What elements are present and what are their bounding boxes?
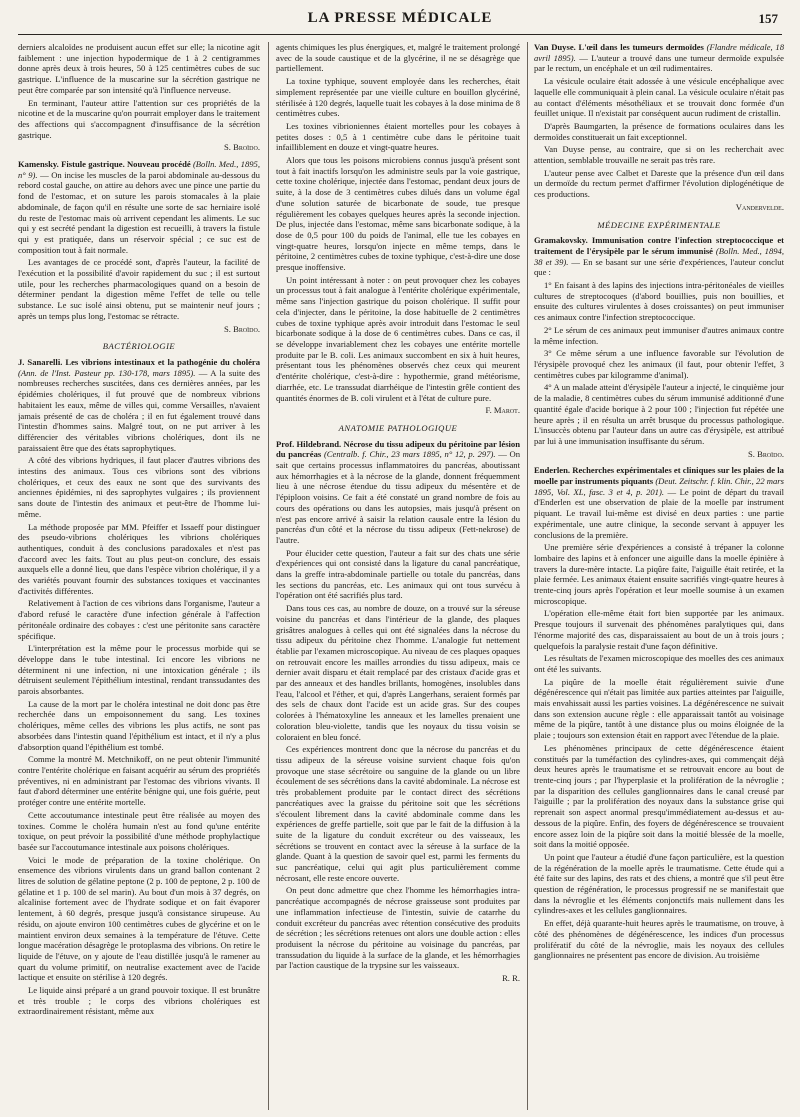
article-author: Kamensky. bbox=[18, 159, 59, 170]
paragraph: 3° Ce même sérum a une influence favorable sur l'évolution de l'érysipèle provoqué chez les animaux (il faut, pour obtenir l'effet, 3 centimètres cubes par kilogramme d'animal). bbox=[534, 348, 784, 380]
article-title: Recherches expérimentales et cliniques sur les plaies de la moelle par instruments piquants bbox=[534, 465, 784, 487]
article-reference: (Deut. Zeitschr. f. klin. Chir., 22 mars 1895, Vol. XL, fasc. 3 et 4, p. 201). bbox=[534, 476, 784, 497]
signature: F. Marot. bbox=[485, 405, 520, 416]
paragraph: En effet, déjà quarante-huit heures après le traumatisme, on trouve, à côté des phénomènes de dégénérescence, les indices d'un processus prolifératif du côté de la névroglie, mais les noyaux des cellules ganglionnaires ne présentent pas encore de division. Au troisième bbox=[534, 918, 784, 961]
article-enderlen bbox=[534, 465, 784, 540]
paragraph: agents chimiques les plus énergiques, et, malgré le traitement prolongé avec de la soude caustique et de la glycérine, il ne se désagrège que partiellement. bbox=[276, 42, 520, 74]
article-reference: (Bolln. Med., 1894, 38 et 39). bbox=[534, 245, 784, 267]
article-author: Van Duyse. bbox=[534, 42, 576, 52]
paragraph: Une première série d'expériences a consisté à trépaner la colonne lombaire des lapins et à enfoncer une aiguille dans la moelle épinière à travers la dure-mère intacte. La piqûre faite, l'aiguille était retirée, et la plaie fermée. Les animaux étaient ensuite sacrifiés vingt-quatre heures à trente-cinq jours après l'opération et leur moelle soumise à un examen microscopique. bbox=[534, 542, 784, 606]
paragraph: Les toxines vibrioniennes étaient mortelles pour les cobayes à petites doses : 0,5 à 1 centimètre cube dans le péritoine tuait infailliblement en douze et vingt-quatre heures. bbox=[276, 120, 520, 153]
paragraph: derniers alcaloïdes ne produisent aucun effet sur elle; la nicotine agit faiblement : une injection hypodermique de 1 à 2 centigrammes donne après deux à trois heures, 50 à 125 centimètres cubes de suc gastrique. L'influence de la muscarine sur la sécrétion gastrique ne peut être comparée par son intensité qu'à l'influence nerveuse. bbox=[18, 42, 260, 95]
section-heading: BACTÉRIOLOGIE bbox=[102, 341, 176, 352]
paragraph: La toxine typhique, souvent employée dans les recherches, était simplement représentée par une vieille culture en bouillon glycériné, stérilisée à 120 degrés, laquelle tuait les cobayes à la dose minima de 8 centimètres cubes. bbox=[276, 76, 520, 119]
paragraph: L'auteur pense avec Calbet et Dareste que la présence d'un œil dans un dermoïde du rectum permet d'affirmer l'évolution diplogénétique de ces productions. bbox=[534, 167, 784, 200]
article-van-duyse bbox=[534, 42, 784, 74]
paragraph: La cause de la mort par le choléra intestinal ne doit donc pas être recherchée dans un empoisonnement du sang. Les toxines cholériques, même celles des vibrions les plus actifs, ne sont pas absorbées dans l'intestin quand l'épithélium est intact, et il n'y a plus d'absorption quand l'épithélium est tombé. bbox=[18, 698, 260, 752]
paragraph: Relativement à l'action de ces vibrions dans l'organisme, l'auteur a d'abord refusé le caractère d'une infection générale à l'affection péritonéale ordinaire des cobayes : c'est une péritonite sans caractère spécifique. bbox=[18, 598, 260, 641]
paragraph: Cette accoutumance intestinale peut être réalisée au moyen des toxines. Comme le choléra humain n'est au fond qu'une entérite toxique, on peut prévoir la possibilité d'une méthode prophylactique basée sur l'accoutumance intestinale aux poisons cholériques. bbox=[18, 809, 260, 852]
paragraph: Les phénomènes principaux de cette dégénérescence étaient constitués par la tuméfaction des cylindres-axes, qui commençait déjà deux heures après le traumatisme et se retrouvait encore au bout de trente-cinq jours ; par l'hyperplasie et la prolifération de la névroglie ; par la disparition des cellules ganglionnaires dans le canal creusé par l'aiguille ; par la prolifération des noyaux dans la substance grise qui reprenait son aspect anormal presqu'immédiatement au-dessus et au-dessous de la piqûre. Enfin, des foyers de dégénérescence se trouvaient encore assez loin de la piqûre soit dans la moitié blessée de la moelle, soit dans la moitié opposée. bbox=[534, 742, 784, 850]
article-kamensky bbox=[18, 159, 260, 255]
article-author: Gramakovsky. bbox=[534, 235, 588, 246]
paragraph: Un point que l'auteur a étudié d'une façon particulière, est la question de la régénération de la moelle après le traumatisme. Cette étude qui a été faite sur des lapins, des rats et des chiens, a montré que s'il peut être question de régénération, le processus progressif ne se manifestait que dans la névroglie et les éléments conjonctifs mais nullement dans les cylindres-axes et les cellules ganglionnaires. bbox=[534, 851, 784, 916]
paragraph: Van Duyse pense, au contraire, que si on les recherchait avec attention, semblable trouvaille ne serait pas très rare. bbox=[534, 144, 784, 166]
paragraph: La vésicule oculaire était adossée à une vésicule encéphalique avec laquelle elle communiquait à plein canal. La vésicule oculaire n'était pas au contact d'éléments mésothéliaux et se trouvait donc formée d'un feuillet unique. Il n'existait par conséquent aucun rudiment de cristallin. bbox=[534, 76, 784, 119]
article-title: Immunisation contre l'infection streptococcique et traitement de l'érysipèle par le sérum immunisé bbox=[534, 235, 784, 256]
paragraph: 2° Le sérum de ces animaux peut immuniser d'autres animaux contre la même infection. bbox=[534, 324, 784, 346]
journal-title: LA PRESSE MÉDICALE bbox=[307, 10, 493, 26]
signature: S. Broïdo. bbox=[224, 142, 260, 153]
column-rule-2 bbox=[527, 42, 528, 1110]
paragraph: Comme la montré M. Metchnikoff, on ne peut obtenir l'immunité contre l'entérite cholérique en faisant acquérir au sérum des propriétés préventives, ni en administrant par l'estomac des vibrions vivants. Il faut d'abord déterminer une entérite bénigne qui, une fois guérie, peut protéger contre une entérite mortelle. bbox=[18, 754, 260, 808]
page-header bbox=[18, 10, 782, 35]
article-reference: (Ann. de l'Inst. Pasteur pp. 130-178, mars 1895). bbox=[18, 367, 196, 378]
article-text: — On incise les muscles de la paroi abdominale au-dessous du rebord costal gauche, on attire au dehors avec une pince une partie du fond de l'estomac, et on suture les parois stomacales à la plaie abdominale, de façon qu'il en résulte une sorte de sac herniaire isolé du reste de l'estomac mais où arrivent cependant les aliments. Le suc qui y est secrété pendant la digestion est recueilli, à travers la fistule qui y est pratiquée, dans un réservoir spécial ; ce suc est de composition tout à fait normale. bbox=[18, 169, 260, 255]
paragraph: Ces expériences montrent donc que la nécrose du pancréas et du tissu adipeux de la séreuse voisine survient chaque fois qu'on provoque une stase sécrétoire ou sanguine de la glande ou un libre écoulement de ses sécrétions dans la cavité abdominale. La nécrose est très probablement produite par le contact direct des sécrétions pancréatiques avec la graisse du péritoine soit que les sécrétions s'écoulent librement dans la cavité abdominale comme dans les expériences de greffe partielle, soit que par le fait de la diffusion à la suite de la ligature du conduit excréteur ou des vaisseaux, les sécrétions se trouvent en contact avec la séreuse à la surface de la glande. Quant à la question de savoir quel est, parmi les ferments du suc pancréatique, celui qui agit plus particulièrement comme nécrosant, elle reste encore ouverte. bbox=[276, 744, 520, 883]
section-heading: MÉDECINE EXPÉRIMENTALE bbox=[597, 219, 721, 230]
article-title: Fistule gastrique. Nouveau procédé bbox=[61, 159, 191, 170]
paragraph: 4° A un malade atteint d'érysipèle l'auteur a injecté, le cinquième jour de la maladie, 8 centimètres cubes du sérum immunisé additionné d'une quantité égale d'acide borique à 2 pour 100 ; l'injection fut répétée une heure après ; il en résulta un arrêt brusque du processus pathologique. L'insuccès obtenu par l'auteur dans un autre cas d'érysipèle, est attribué par lui à une immunisation insuffisante du sérum. bbox=[534, 382, 784, 446]
column-rule-1 bbox=[268, 42, 269, 1110]
article-reference: (Flandre médicale, 18 avril 1895). bbox=[534, 42, 784, 63]
paragraph: Les résultats de l'examen microscopique des moelles des ces animaux ont été les suivants. bbox=[534, 653, 784, 674]
paragraph: Un point intéressant à noter : on peut provoquer chez les cobayes un processus tout à fait analogue à l'entérite cholérique expérimentale, même sans l'injection gastrique du poison cholérique. Il suffit pour cela d'injecter, dans le péritoine, la dose habituelle de 2 centimètres cubes de toxine typhique après avoir introduit dans l'estomac le seul bicarbonate sodique à la dose de 6 centimètres cubes. Dans ce cas, il se développe invariablement chez les cobayes une entérite mortelle produite par le B. coli. Les animaux succombent en six à huit heures, présentant tous les phénomènes observés chez ceux qui meurent d'entérite cholérique, c'est-à-dire : hypothermie, grand météorisme, diarrhée, etc. Le transsudat diarrhéique de l'intestin grêle contient des quantités énormes de B. coli virulent et à l'état de culture pure. bbox=[276, 274, 520, 403]
paragraph: L'opération elle-même était fort bien supportée par les animaux. Presque toujours il survenait des phénomènes paralytiques qui, dans l'énorme majorité des cas, disparaissaient au bout de un à trois jours ; quelquefois la paralysie restait d'une façon définitive. bbox=[534, 608, 784, 651]
article-text: — L'auteur a trouvé dans une tumeur dermoïde expulsée par le rectum, un encéphale et un œil rudimentaires. bbox=[534, 52, 784, 74]
paragraph: Pour élucider cette question, l'auteur a fait sur des chats une série d'expériences qui ont consisté dans la ligature du canal pancréatique, dans la greffe intra-abdominale partielle ou totale du pancréas, dans les sections du pancréas, etc. Les animaux qui ont tous survécu à l'opération ont été sacrifiés plus tard. bbox=[276, 547, 520, 601]
paragraph: Dans tous ces cas, au nombre de douze, on a trouvé sur la séreuse voisine du pancréas et dans l'intérieur de la glande, des plaques grisâtres analogues à celles qui ont été signalées dans la nécrose du tissu adipeux du péritoine chez l'homme. L'analogie fut nettement établie par l'examen microscopique. Au niveau de ces plaques opaques on retrouvait encore les mailles arrondies du tissu adipeux, mais ce dernier avait disparu et était remplacé par des cristaux d'acide gras et par des anneaux et des handles brillants, homogènes, insolubles dans l'eau, l'alcool et l'éther, et qui, d'après Langerhans, seraient formés par des sels de chaux dont l'acide est un acide gras. Sur des coupes colorées à l'hématoxyline les anneaux et les lamelles prenaient une coloration bleu-violette, tandis que les noyaux du tissu voisin se coloraient en bleu foncé. bbox=[276, 603, 520, 742]
column-1 bbox=[18, 42, 260, 1110]
article-reference: (Centralb. f. Chir., 23 mars 1895, n° 12, p. 297). bbox=[323, 449, 496, 460]
column-3 bbox=[534, 42, 784, 1110]
signature: S. Broïdo. bbox=[224, 323, 260, 334]
article-author: Prof. Hildebrand. bbox=[276, 438, 342, 449]
article-title: Nécrose du tissu adipeux du péritoine par lésion du pancréas bbox=[276, 438, 520, 460]
paragraph: Le liquide ainsi préparé a un grand pouvoir toxique. Il est brunâtre et très trouble ; le corps des vibrions cholériques est extraordinairement résistant, même aux bbox=[18, 985, 260, 1017]
column-2 bbox=[276, 42, 520, 1110]
article-text: — A la suite des nombreuses recherches suscitées, dans ces dernières années, par les épidémies cholériques, il fut prouvé que de nombreux vibrions habitaient les eaux, même de villes qui, comme Versailles, n'avaient jamais présenté de cas de choléra ; il en fut également trouvé dans l'intestin d'hommes sains. Malgré tout, on ne put arriver à les différencier des véritables vibrions cholériques, dont ils ne paraissaient être que des états saprophytiques. bbox=[18, 367, 260, 453]
article-text: — On sait que certains processus inflammatoires du pancréas, aboutissant aux hémorrhagies et à la nécrose de la glande, donnent fréquemment lieu à une nécrose étendue du tissu adipeux du mésentère et de l'épiploon voisins. Ce fait a été constaté un grand nombre de fois au cours des opérations ou dans les autopsies, mais jusqu'à présent on n'est pas encore arrivé à saisir la relation causale entre la lésion du pancréas d'un côté et la nécrose du tissu adipeux (Fett-nekrose) de l'autre. bbox=[276, 449, 520, 545]
section-heading: ANATOMIE PATHOLOGIQUE bbox=[338, 422, 458, 433]
paragraph: Alors que tous les poisons microbiens connus jusqu'à présent sont tout à fait inactifs lorsqu'on les administre seuls par la voie gastrique, cette toxine cholérique, injectée dans l'estomac, pendant deux jours de suite, à la dose de 3 centimètres cubes dilués dans un volume égal d'une solution saturée de bicarbonate de soude, tue presque régulièrement les cobayes quelques heures après la seconde injection. De plus, injectée dans l'estomac, même sans bicarbonate sodique, à la dose de 0,5 pour 100 du poids de l'animal, elle tue les cobayes en vingt-quatre heures, lorsqu'on injecte en même temps, dans le péritoine, 2 centimètres cubes de toxine typhique, c'est-à-dire une dose presque inoffensive. bbox=[276, 155, 520, 273]
signature: Vandervelde. bbox=[735, 201, 784, 212]
signature: S. Broïdo. bbox=[748, 448, 784, 459]
paragraph: Les avantages de ce procédé sont, d'après l'auteur, la facilité de l'exécution et la possibilité d'avoir rapidement du suc ; il est surtout utile, pour les recherches pharmacologiques quand on a besoin de déterminer pendant la digestion même l'effet de telle ou telle substance. Le suc isolé ainsi obtenu, put se maintenir neuf jours ; après un temps plus long, l'estomac se rétracte. bbox=[18, 257, 260, 321]
article-gramakovsky bbox=[534, 235, 784, 278]
paragraph: A côté des vibrions hydriques, il faut placer d'autres vibrions des intestins des animaux. Tous ces vibrions sont des vibrions cholériques, et ceux des eaux ne sont que des survivants des anciennes épidémies, ni des saprophytes vulgaires ; ils proviennent sans doute de l'intestin des animaux et peut-être de l'homme lui-même. bbox=[18, 455, 260, 519]
paragraph: La piqûre de la moelle était régulièrement suivie d'une dégénérescence qui n'était pas limitée aux parties atteintes par l'aiguille, mais envahissait aussi les parties voisines. La dégénérescence ne suivait dans son extension aucune règle : elle apparaissait tantôt au voisinage même de la piqûre, tantôt à une distance plus ou moins éloignée de la plaie ; toujours son extension était en rapport avec l'étendue de la plaie. bbox=[534, 676, 784, 741]
article-title: Les vibrions intestinaux et la pathogénie du choléra bbox=[65, 356, 260, 367]
article-author: Enderlen. bbox=[534, 465, 571, 476]
article-sanarelli bbox=[18, 357, 260, 453]
article-title: L'œil dans les tumeurs dermoïdes bbox=[578, 42, 704, 52]
paragraph: D'après Baumgarten, la présence de formations oculaires dans les dermoïdes constituerait un fait exceptionnel. bbox=[534, 120, 784, 142]
paragraph: 1° En faisant à des lapins des injections intra-péritonéales de vieilles cultures de streptocoques (d'abord bouillies, puis non bouillies, et ensuite des cultures virulentes à doses croissantes) on peut immuniser ces animaux contre l'infection streptococcique. bbox=[534, 280, 784, 323]
signature: R. R. bbox=[502, 973, 520, 984]
paragraph: L'interprétation est la même pour le processus morbide qui se développe dans le tube intestinal. Ici encore les vibrions ne déterminent ni une infection, ni une intoxication générale ; ils détruisent seulement l'épithélium intestinal, rendant transsudantes des parois absorbantes. bbox=[18, 643, 260, 697]
article-hildebrand bbox=[276, 439, 520, 546]
article-text: — Le point de départ du travail d'Enderlen est une observation de plaie de la moelle par instrument piquant. Le travail lui-même est divisé en deux parties : une partie expérimentale, une autre clinique, la seconde servant à appuyer les conclusions de la première. bbox=[534, 486, 784, 540]
article-text: — En se basant sur une série d'expériences, l'auteur conclut que : bbox=[534, 256, 784, 278]
page-number: 157 bbox=[758, 11, 778, 26]
article-author: J. Sanarelli. bbox=[18, 356, 63, 367]
paragraph: Voici le mode de préparation de la toxine cholérique. On ensemence des vibrions virulents dans un grand ballon contenant 2 litres de solution de gélatine peptone (2 p. 100 de peptone, 2 p. 100 de gélatine et 1 p. 100 de sel marin). Au bout d'un mois à 37 degrés, on alcalinise fortement avec de l'hydrate sodique et on fait évaporer lentement, à 60 degrés, presque jusqu'à consistance sirupeuse. Au résidu, on ajoute environ 100 centimètres cubes de glycérine et on le maintient environ deux semaines à la température de l'étuve. Cette longue macération désagrège le protoplasma des vibrions. On retire le liquide de l'étuve, on y ajoute de l'eau distillée jusqu'à le ramener au quart du volume primitif, on neutralise exactement avec de l'acide lactique et ensuite on stérilise à 120 degrés. bbox=[18, 854, 260, 983]
paragraph: La méthode proposée par MM. Pfeiffer et Issaeff pour distinguer des pseudo-vibrions cholériques les vibrions cholériques authentiques, conduit à des conclusions paradoxales et n'est pas d'accord avec les faits. Tout au plus peut-on conclure, des essais auxquels elle a donné lieu, que dans l'espèce vibrion cholérique, il y a des variétés pouvant fournir des substances toxiques et vaccinantes d'activités différentes. bbox=[18, 521, 260, 596]
paragraph: En terminant, l'auteur attire l'attention sur ces propriétés de la nicotine et de la muscarine qu'on pourrait employer dans le traitement des affections qui s'accompagnent d'insuffisance de la sécrétion gastrique. bbox=[18, 97, 260, 140]
article-reference: (Bolln. Med., 1895, n° 9). bbox=[18, 159, 260, 180]
paragraph: On peut donc admettre que chez l'homme les hémorrhagies intra-pancréatique accompagnés de nécrose graisseuse sont produites par une inflammation infectieuse de l'intestin, suivie de catarrhe du conduit excréteur du pancréas avec rétention consécutive des produits de sécrétion ; les sécrétions retenues ont alors une double action : elles produisent la nécrose du péritoine au voisinage du pancréas, par transsudation du liquide à la surface de la glande, et les hémorrhagies par l'action caustique de la trypsine sur les vaisseaux. bbox=[276, 885, 520, 971]
